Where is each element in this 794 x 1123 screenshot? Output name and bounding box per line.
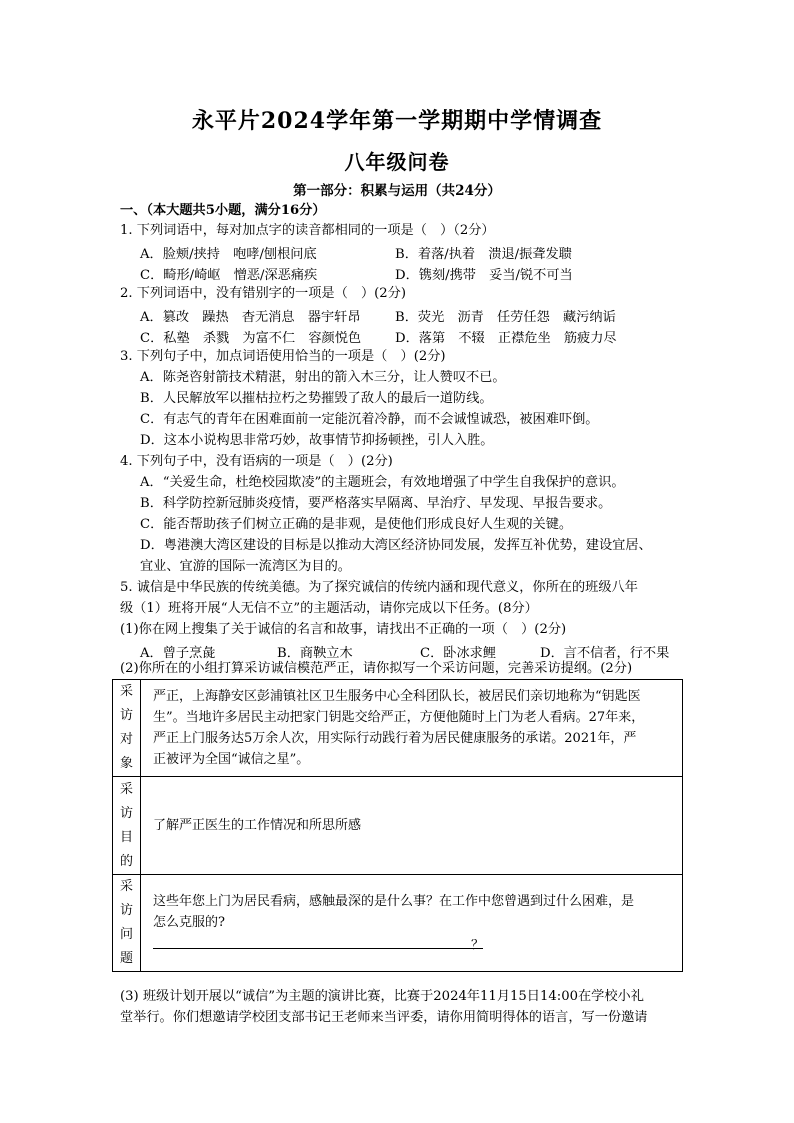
row-content-question <box>141 875 683 972</box>
subject-text-line: 严正上门服务达5万余人次，用实际行动践行着为居民健康服务的承诺。2021年，严 <box>153 731 637 746</box>
q2-option-b: B．荧光 沥青 任劳任怨 藏污纳诟 <box>395 310 616 325</box>
table-row-question <box>113 875 683 972</box>
part-heading: 第一部分：积累与运用（共24分） <box>293 183 501 199</box>
question-text-line: 这些年您上门为居民看病，感触最深的是什么事？在工作中您曾遇到过什么困难，是 <box>153 893 635 909</box>
q4-option-b: B．科学防控新冠肺炎疫情，要严格落实早隔离、早治疗、早发现、早报告要求。 <box>140 496 612 511</box>
question-4-stem: 4. 下列句子中，没有语病的一项是（ ）(2分) <box>120 454 393 469</box>
label-char: 采 <box>119 781 133 797</box>
label-char: 象 <box>119 756 133 771</box>
q2-option-a: A．篡改 躁热 杳无消息 器宇轩昂 <box>140 310 361 325</box>
question-3-stem: 3. 下列句子中，加点词语使用恰当的一项是（ ）(2分) <box>120 349 446 364</box>
label-char: 问 <box>119 927 133 942</box>
exam-title: 永平片2024学年第一学期期中学情调查 <box>191 108 603 134</box>
answer-blank[interactable] <box>153 933 483 949</box>
question-text-line: 怎么克服的? <box>153 914 225 930</box>
table-row-purpose <box>113 777 683 875</box>
q5-sub3-line1: (3) 班级计划开展以“诚信”为主题的演讲比赛，比赛于2024年11月15日14:00在学校小礼 <box>120 989 644 1004</box>
question-5-stem-line2: 级（1）班将开展“人无信不立”的主题活动，请你完成以下任务。(8分） <box>120 601 538 616</box>
subject-text-line: 正被评为全国“诚信之星”。 <box>153 752 310 767</box>
label-char: 访 <box>119 708 133 723</box>
q3-option-c: C．有志气的青年在困难面前一定能沉着冷静，而不会诚惶诚恐，被困难吓倒。 <box>140 412 599 427</box>
q5-sub2: (2)你所在的小组打算采访诚信模范严正，请你拟写一个采访问题，完善采访提纲。(2分) <box>120 661 633 676</box>
label-char: 题 <box>119 951 133 966</box>
q2-option-d: D．落第 不辍 正襟危坐 筋疲力尽 <box>395 331 617 346</box>
q3-option-a: A．陈尧咨射箭技术精湛，射出的箭入木三分，让人赞叹不已。 <box>140 370 506 385</box>
label-char: 的 <box>119 853 133 869</box>
subject-text-line: 严正，上海静安区彭浦镇社区卫生服务中心全科团队长，被居民们亲切地称为“钥匙医 <box>153 689 641 704</box>
q5-sub1: (1)你在网上搜集了关于诚信的名言和故事，请找出不正确的一项（ ）(2分) <box>120 622 567 637</box>
q5-sub1-option-b: B．商鞅立木 <box>277 646 353 661</box>
question-1-stem: 1. 下列词语中，每对加点字的读音都相同的一项是（ ）（2分） <box>120 223 495 238</box>
label-char: 采 <box>119 684 133 699</box>
q4-option-d: D．粤港澳大湾区建设的目标是以推动大湾区经济协同发展，发挥互补优势，建设宜居、 <box>140 538 652 553</box>
question-5-stem-line1: 5. 诚信是中华民族的传统美德。为了探究诚信的传统内涵和现代意义，你所在的班级八年 <box>120 580 638 595</box>
row-label-subject <box>113 680 141 777</box>
q4-option-d-continued: 宜业、宜游的国际一流湾区为目的。 <box>140 559 351 574</box>
q5-sub1-option-a: A．曾子烹彘 <box>140 646 216 661</box>
q5-sub1-option-d: D．言不信者，行不果 <box>540 646 670 661</box>
q1-option-b: B．着落/执着 溃退/振聋发聩 <box>395 247 572 262</box>
question-2-stem: 2. 下列词语中，没有错别字的一项是（ ）(2分) <box>120 286 407 301</box>
q2-option-c: C．私塾 杀戮 为富不仁 容颜悦色 <box>140 331 362 346</box>
row-content-subject <box>141 680 683 777</box>
answer-line[interactable] <box>153 933 674 956</box>
table-row-subject <box>113 680 683 777</box>
exam-subtitle: 八年级问卷 <box>344 150 450 174</box>
row-label-purpose <box>113 777 141 875</box>
q1-option-a: A．脸颊/挟持 咆哮/刨根问底 <box>140 247 317 262</box>
q3-option-d: D．这本小说构思非常巧妙，故事情节抑扬顿挫，引人入胜。 <box>140 433 494 448</box>
label-char: 访 <box>119 903 133 918</box>
q5-sub1-option-c: C．卧冰求鲤 <box>420 646 497 661</box>
q4-option-a: A．“关爱生命，杜绝校园欺凌”的主题班会，有效地增强了中学生自我保护的意识。 <box>140 475 625 490</box>
label-char: 采 <box>119 879 133 894</box>
row-content-purpose: 了解严正医生的工作情况和所思所感 <box>141 777 683 875</box>
row-label-question <box>113 875 141 972</box>
label-char: 访 <box>119 805 133 821</box>
label-char: 目 <box>119 829 133 845</box>
section-heading: 一、（本大题共5小题，满分16分） <box>120 203 326 218</box>
question-mark: ？ <box>471 937 485 953</box>
label-char: 对 <box>119 732 133 747</box>
q3-option-b: B．人民解放军以摧枯拉朽之势摧毁了敌人的最后一道防线。 <box>140 391 493 406</box>
q1-option-c: C．畸形/崎岖 憎恶/深恶痛疾 <box>140 268 318 283</box>
q4-option-c: C．能否帮助孩子们树立正确的是非观，是使他们形成良好人生观的关键。 <box>140 517 573 532</box>
q5-sub3-line2: 堂举行。你们想邀请学校团支部书记王老师来当评委，请你用简明得体的语言，写一份邀请 <box>120 1010 648 1025</box>
subject-text-line: 生”。当地许多居民主动把家门钥匙交给严正，方便他随时上门为老人看病。27年来， <box>153 710 645 725</box>
interview-outline-table <box>112 679 683 972</box>
q1-option-d: D．镌刻/携带 妥当/锐不可当 <box>395 268 573 283</box>
